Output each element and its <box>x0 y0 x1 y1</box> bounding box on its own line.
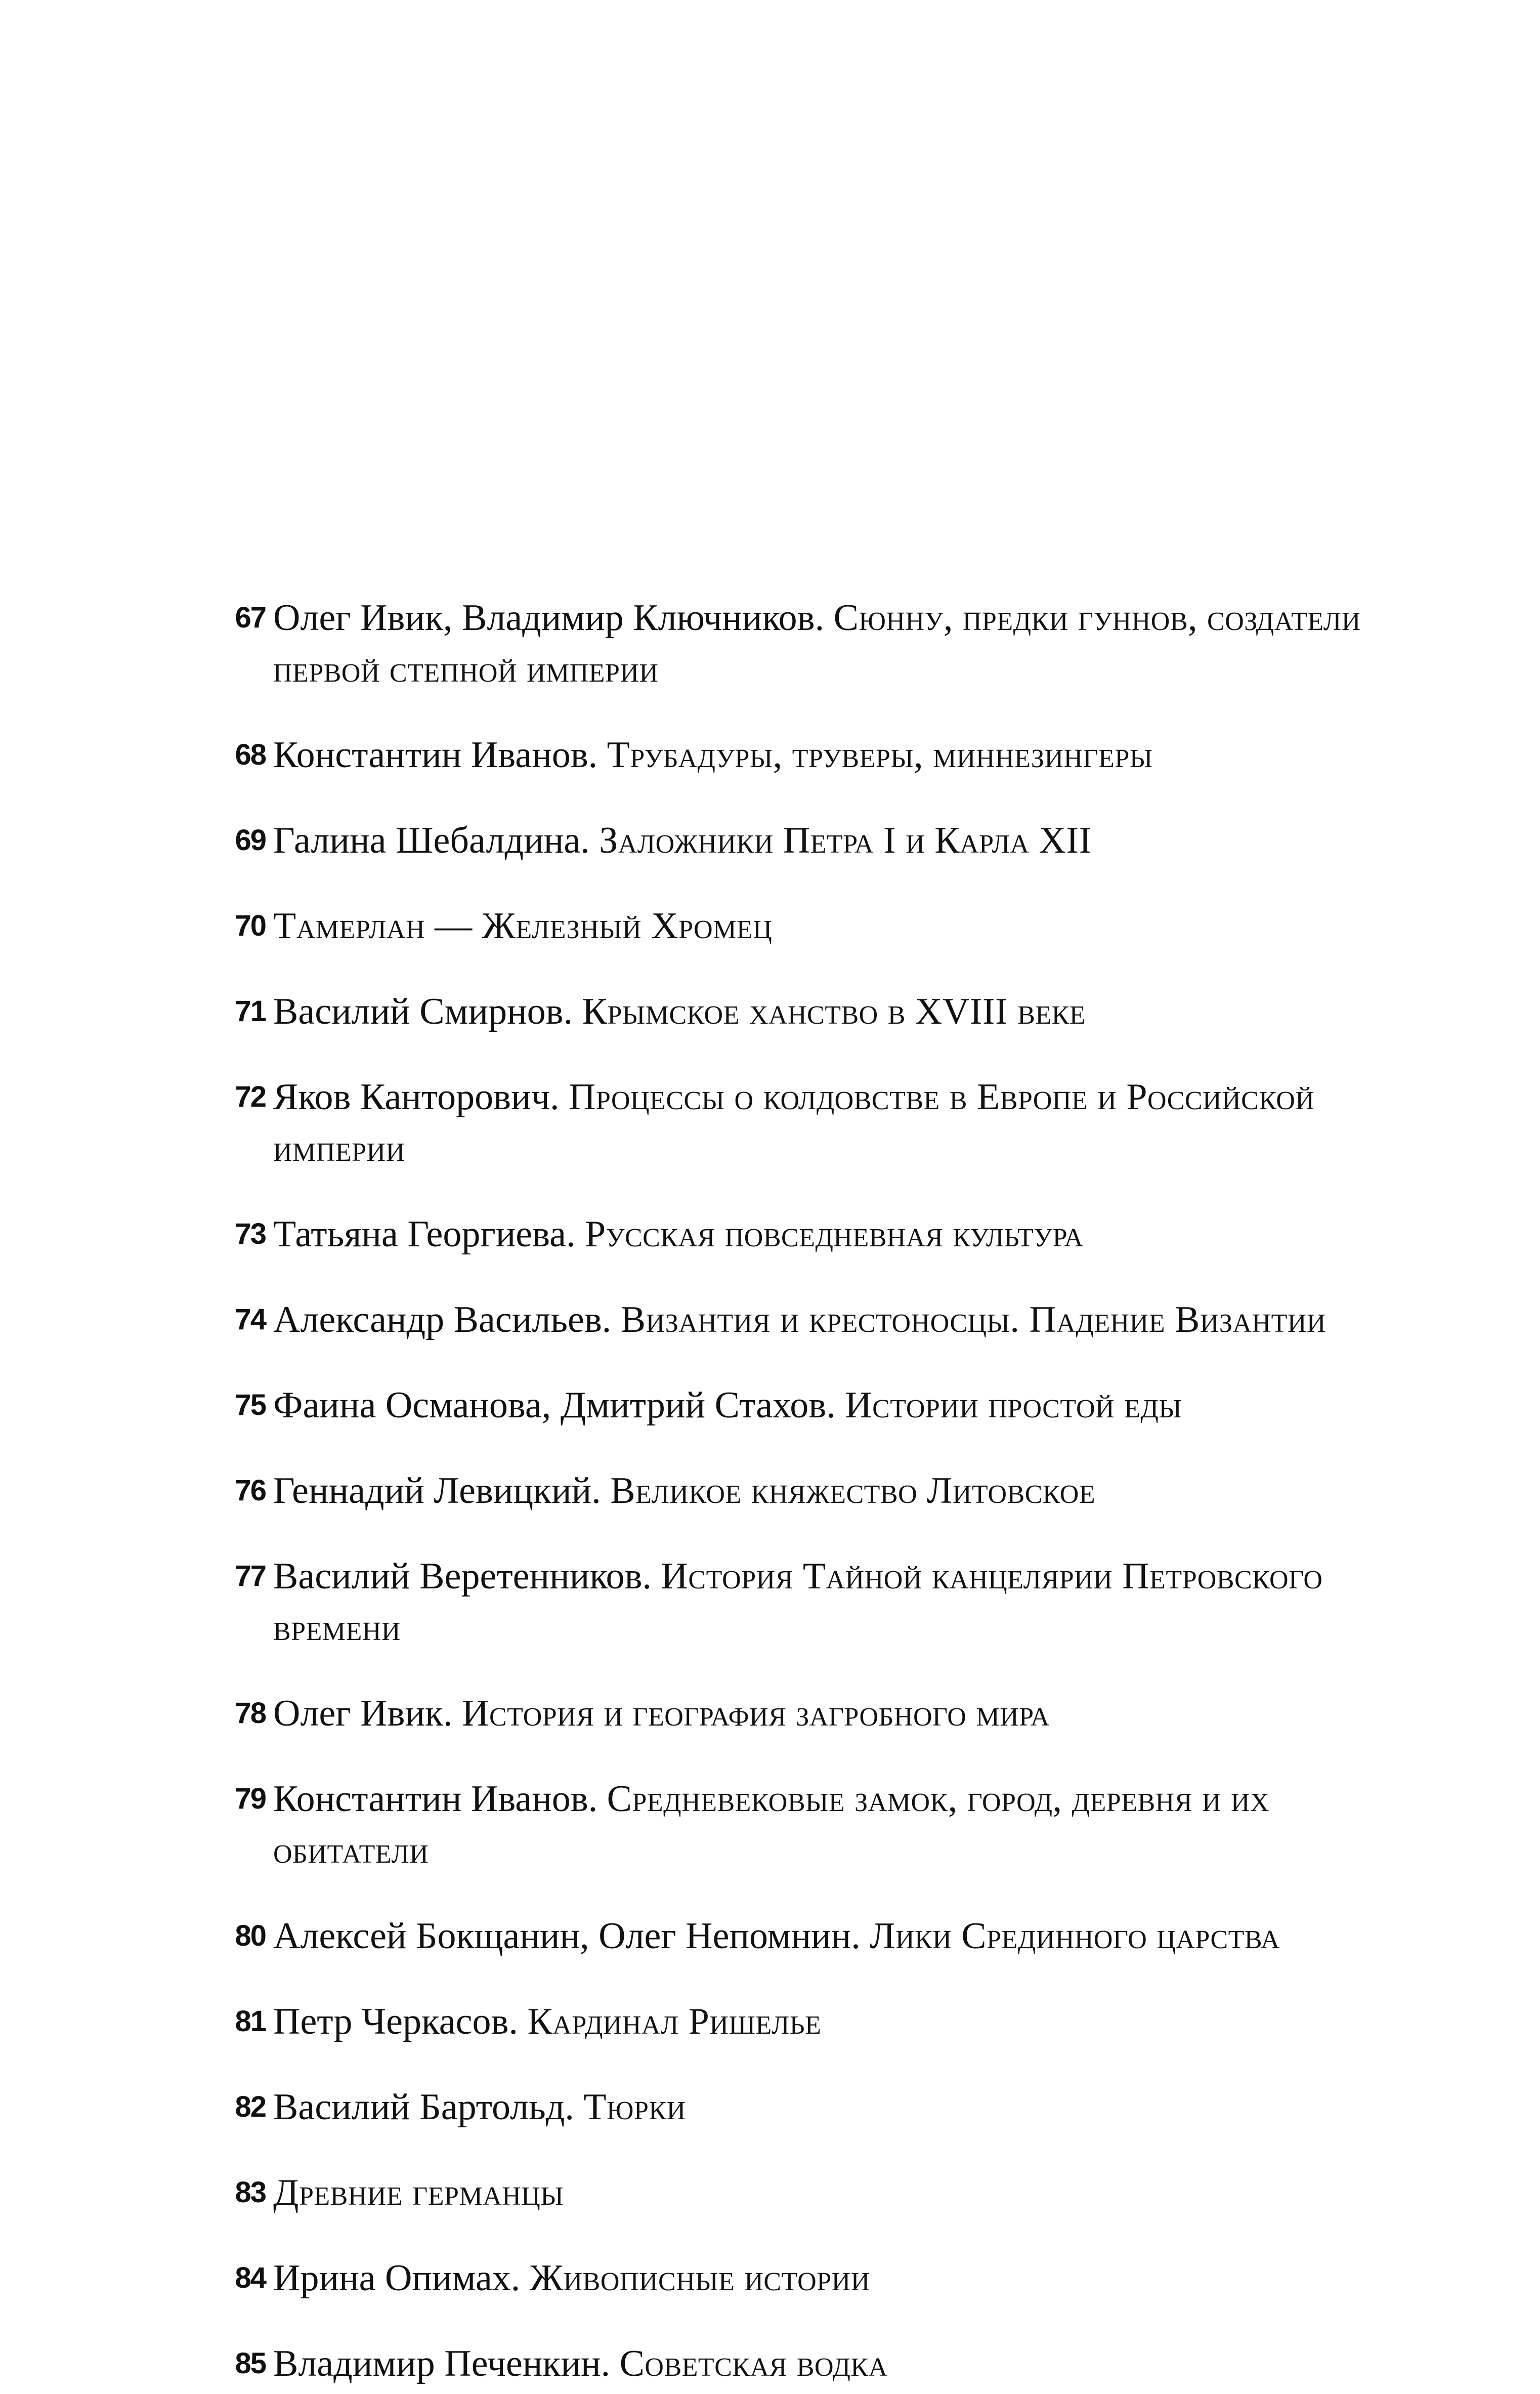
entry-author: Геннадий Левицкий. <box>273 1470 611 1511</box>
entry-number: 74 <box>235 1303 266 1336</box>
list-item <box>218 1294 1381 1346</box>
entry-number: 72 <box>235 1080 266 1113</box>
entry-author: Константин Иванов. <box>273 1778 607 1820</box>
entry-title: Трубадуры, труверы, миннезингеры <box>607 734 1153 776</box>
entry-title: Советская водка <box>619 2343 888 2384</box>
entry-title: Тюрки <box>583 2086 686 2128</box>
entry-title: Древние германцы <box>273 2172 564 2213</box>
entry-title: Средневековые замок, город, деревня и их обитатели <box>273 1778 1270 1871</box>
list-item <box>218 1910 1381 1962</box>
entry-title: История Тайной канцелярии Петровского времени <box>273 1556 1323 1649</box>
list-item <box>218 1773 1381 1876</box>
entry-number: 85 <box>235 2347 266 2380</box>
list-item <box>218 815 1381 866</box>
list-item <box>218 1688 1381 1739</box>
entry-title: Лики Срединного царства <box>870 1915 1280 1957</box>
entry-text <box>273 1465 1381 1517</box>
list-item <box>218 900 1381 952</box>
entry-number: 77 <box>235 1560 266 1592</box>
entry-number: 81 <box>235 2005 266 2038</box>
entry-number: 69 <box>235 824 266 857</box>
entry-text <box>273 1910 1381 1962</box>
entry-text <box>273 2338 1381 2389</box>
list-item <box>218 2081 1381 2133</box>
entry-text <box>273 986 1381 1037</box>
entry-number: 67 <box>235 601 266 634</box>
entry-number: 83 <box>235 2176 266 2209</box>
list-item <box>218 1379 1381 1431</box>
entry-number: 82 <box>235 2090 266 2123</box>
list-item <box>218 2252 1381 2304</box>
entry-author: Василий Веретенников. <box>273 1556 661 1597</box>
entry-title: Кардинал Ришелье <box>527 2001 822 2042</box>
entry-title: История и география загробного мира <box>462 1693 1050 1734</box>
entry-number: 71 <box>235 995 266 1028</box>
list-item <box>218 1550 1381 1654</box>
entry-number: 84 <box>235 2261 266 2294</box>
entry-author: Василий Смирнов. <box>273 991 582 1032</box>
entry-text <box>273 1688 1381 1739</box>
entry-author: Алексей Бокщанин, Олег Непомнин. <box>273 1915 870 1957</box>
entry-title: Живописные истории <box>529 2257 870 2299</box>
entry-number: 78 <box>235 1697 266 1730</box>
entry-author: Олег Ивик. <box>273 1693 462 1734</box>
entry-author: Фаина Османова, Дмитрий Стахов. <box>273 1384 845 1426</box>
list-item <box>218 2167 1381 2218</box>
entry-author: Александр Васильев. <box>273 1299 621 1340</box>
entry-number: 68 <box>235 738 266 771</box>
entry-author: Ирина Опимах. <box>273 2257 530 2299</box>
entry-title: Заложники Петра I и Карла XII <box>599 820 1092 861</box>
entry-text <box>273 1773 1381 1876</box>
entry-title: Византия и крестоносцы. Падение Византии <box>620 1299 1326 1340</box>
entry-author: Василий Бартольд. <box>273 2086 584 2128</box>
entry-text <box>273 1208 1381 1260</box>
entry-title: Истории простой еды <box>845 1384 1182 1426</box>
entry-title: Крымское ханство в XVIII веке <box>582 991 1086 1032</box>
list-item <box>218 592 1381 695</box>
entry-author: Олег Ивик, Владимир Ключников. <box>273 597 834 639</box>
series-list <box>218 592 1381 2389</box>
entry-number: 79 <box>235 1782 266 1815</box>
entry-text <box>273 2081 1381 2133</box>
entry-text <box>273 1071 1381 1174</box>
entry-text <box>273 1996 1381 2047</box>
list-item <box>218 1996 1381 2047</box>
entry-title: Русская повседневная культура <box>584 1213 1084 1255</box>
entry-number: 80 <box>235 1919 266 1952</box>
entry-number: 70 <box>235 909 266 942</box>
entry-title: Тамерлан — Железный Хромец <box>273 905 773 947</box>
entry-text <box>273 2252 1381 2304</box>
entry-text <box>273 900 1381 952</box>
entry-text <box>273 815 1381 866</box>
entry-title: Сюнну, предки гуннов, создатели первой степной империи <box>273 597 1361 690</box>
entry-number: 75 <box>235 1389 266 1421</box>
list-item <box>218 729 1381 781</box>
list-item <box>218 1071 1381 1174</box>
entry-text <box>273 729 1381 781</box>
entry-author: Яков Канторович. <box>273 1076 569 1118</box>
list-item <box>218 1208 1381 1260</box>
entry-number: 73 <box>235 1217 266 1250</box>
list-item <box>218 2338 1381 2389</box>
entry-author: Петр Черкасов. <box>273 2001 528 2042</box>
entry-number: 76 <box>235 1474 266 1507</box>
entry-title: Процессы о колдовстве в Европе и Российской империи <box>273 1076 1315 1169</box>
entry-text <box>273 1294 1381 1346</box>
entry-author: Татьяна Георгиева. <box>273 1213 585 1255</box>
list-item <box>218 986 1381 1037</box>
entry-author: Галина Шебалдина. <box>273 820 600 861</box>
entry-text <box>273 1550 1381 1654</box>
entry-text <box>273 2167 1381 2218</box>
entry-author: Константин Иванов. <box>273 734 607 776</box>
list-item <box>218 1465 1381 1517</box>
entry-author: Владимир Печенкин. <box>273 2343 620 2384</box>
entry-text <box>273 592 1381 695</box>
entry-text <box>273 1379 1381 1431</box>
entry-title: Великое княжество Литовское <box>610 1470 1096 1511</box>
